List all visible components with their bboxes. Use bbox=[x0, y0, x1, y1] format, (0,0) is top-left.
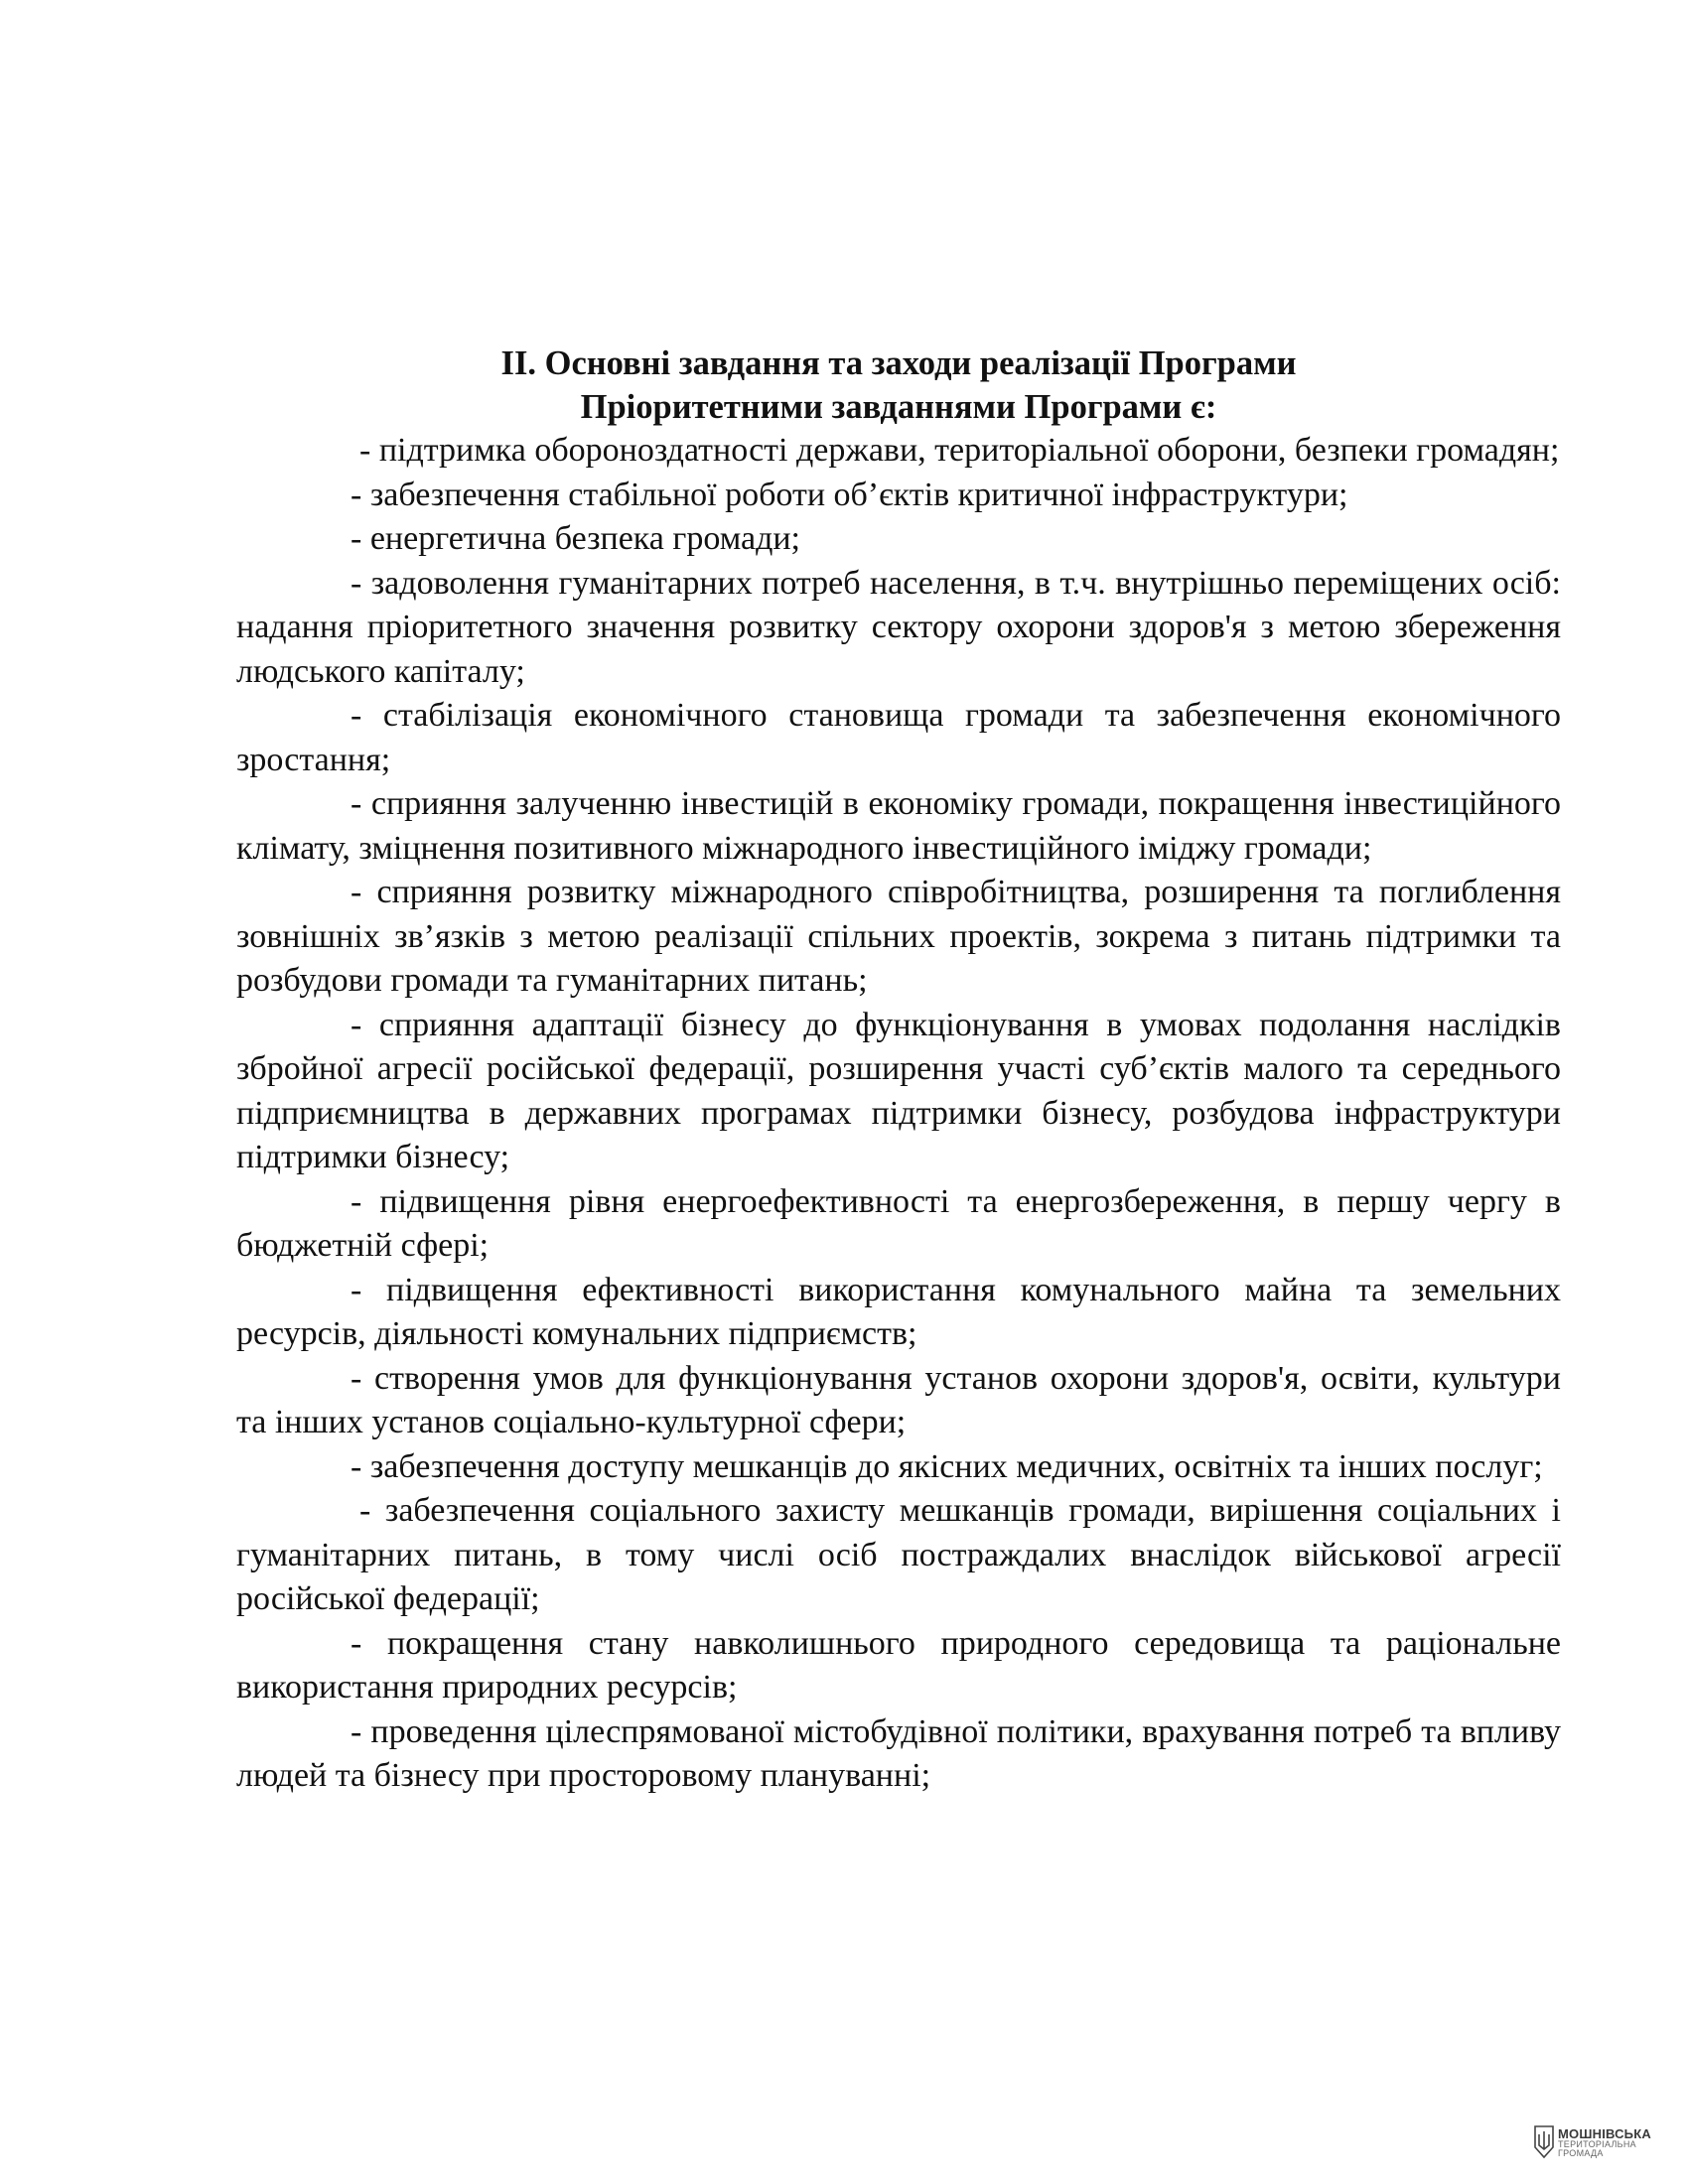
list-item: - стабілізація економічного становища громади та забезпечення економічного зростання; bbox=[236, 697, 1561, 778]
list-item: - забезпечення стабільної роботи об’єктів критичної інфраструктури; bbox=[351, 476, 1348, 513]
section-subtitle: Пріоритетними завданнями Програми є: bbox=[580, 388, 1217, 426]
document-body bbox=[236, 341, 1561, 1799]
priorities-list bbox=[236, 429, 1561, 1799]
logo-subtitle-2: ГРОМАДА bbox=[1558, 2147, 1604, 2158]
list-item: - забезпечення доступу мешканців до якісних медичних, освітніх та інших послуг; bbox=[351, 1447, 1543, 1485]
list-item: - покращення стану навколишнього природного середовища та раціональне використання природних ресурсів; bbox=[236, 1624, 1561, 1706]
community-logo bbox=[1533, 2116, 1651, 2169]
list-item: - сприяння залученню інвестицій в економіку громади, покращення інвестиційного клімату, зміцнення позитивного міжнародного інвестиційного іміджу громади; bbox=[236, 785, 1561, 867]
list-item: - підвищення ефективності використання комунального майна та земельних ресурсів, діяльності комунальних підприємств; bbox=[236, 1271, 1561, 1352]
list-item: - сприяння адаптації бізнесу до функціонування в умовах подолання наслідків збройної агресії російської федерації, розширення участі суб’єктів малого та середнього підприємництва в державних програмах підтримки бізнесу, розбудова інфраструктури підтримки бізнесу; bbox=[236, 1006, 1561, 1175]
list-item: - задоволення гуманітарних потреб населення, в т.ч. внутрішньо переміщених осіб: надання пріоритетного значення розвитку сектору охорони здоров'я з метою збереження людського капіталу; bbox=[236, 564, 1561, 690]
list-item: - проведення цілеспрямованої містобудівної політики, врахування потреб та впливу людей та бізнесу при просторовому плануванні; bbox=[236, 1712, 1561, 1794]
list-item: - забезпечення соціального захисту мешканців громади, вирішення соціальних і гуманітарних питань, в тому числі осіб постраждалих внаслідок військової агресії російської федерації; bbox=[236, 1492, 1561, 1617]
list-item: - сприяння розвитку міжнародного співробітництва, розширення та поглиблення зовнішніх зв’язків з метою реалізації спільних проектів, зокрема з питань підтримки та розбудови громади та гуманітарних питань; bbox=[236, 874, 1561, 999]
logo-title: МОШНІВСЬКА bbox=[1558, 2125, 1651, 2141]
trident-icon bbox=[1533, 2125, 1555, 2159]
list-item: - енергетична безпека громади; bbox=[351, 520, 801, 557]
list-item: - створення умов для функціонування установ охорони здоров'я, освіти, культури та інших установ соціально-культурної сфери; bbox=[236, 1359, 1561, 1440]
section-title: ІІ. Основні завдання та заходи реалізації Програми bbox=[500, 344, 1297, 382]
logo-subtitle: ТЕРИТОРІАЛЬНА bbox=[1558, 2138, 1636, 2149]
list-item: - підвищення рівня енергоефективності та енергозбереження, в першу чергу в бюджетній сфері; bbox=[236, 1182, 1561, 1264]
list-item: - підтримка обороноздатності держави, територіальної оборони, безпеки громадян; bbox=[359, 432, 1560, 469]
